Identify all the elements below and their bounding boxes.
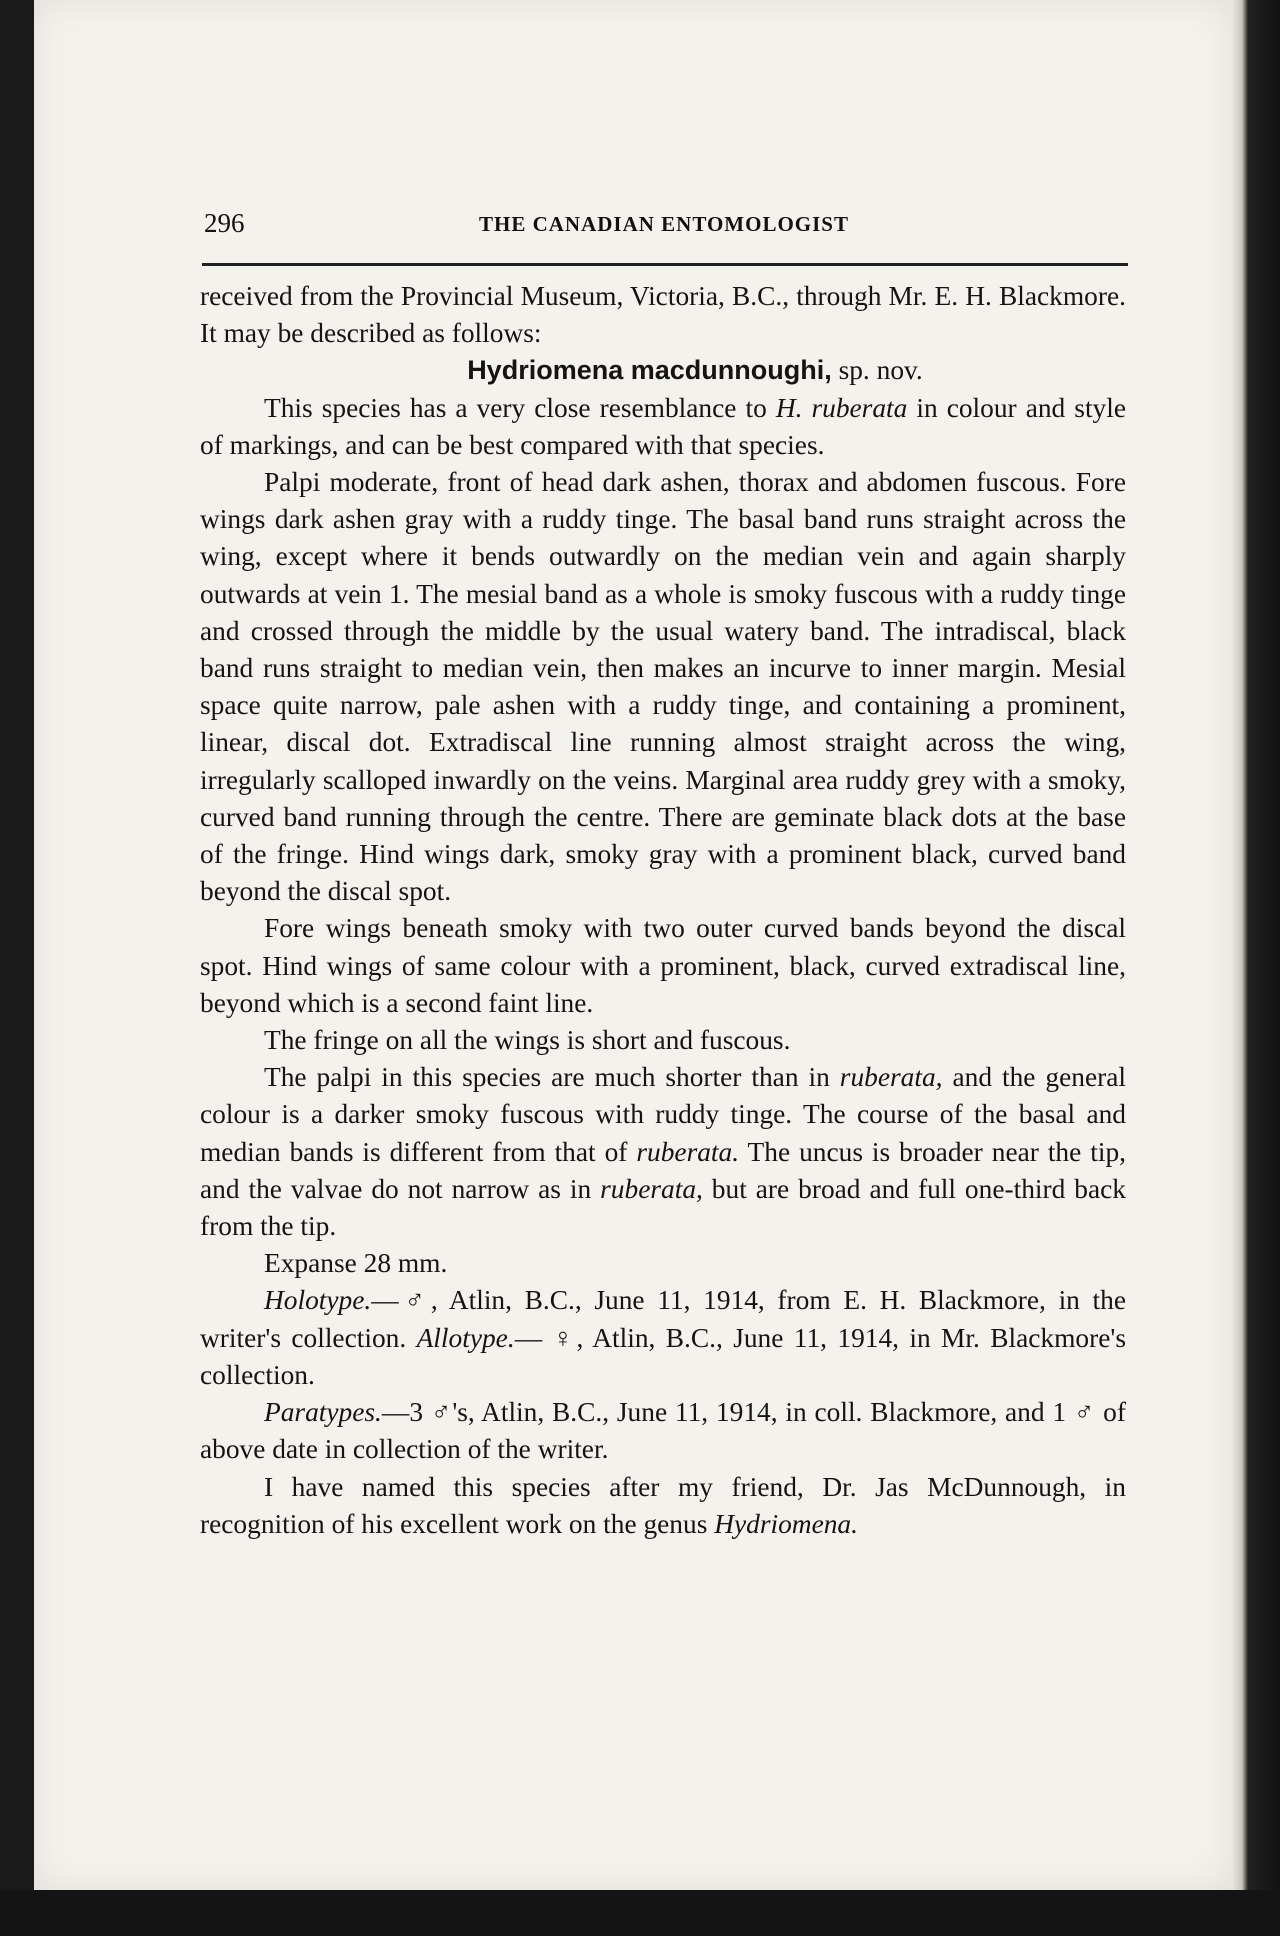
text-run: and the general colour is a darker smoky fuscous with ruddy tinge. The course of the basal and median bands is different from that of [200,1062,1126,1167]
species-name: Hydriomena macdunnoughi, [467,355,832,386]
paragraph-dedication [200,1469,1126,1543]
italic-label: Holotype. [264,1285,372,1316]
article-body [200,278,1126,1543]
text-run: The palpi in this species are much shorter than in [264,1062,840,1093]
italic-taxon: H. ruberata [775,392,908,423]
paragraph-fringe: The fringe on all the wings is short and fuscous. [264,1025,791,1056]
text-run: in colour and style of markings, and can be best compared with that species. [200,392,1127,460]
italic-label: Paratypes. [264,1397,382,1428]
italic-taxon: ruberata. [636,1136,740,1167]
text-run: —3 ♂'s, Atlin, B.C., June 11, 1914, in coll. Blackmore, and 1 ♂ of above date in collection of the writer. [200,1397,1126,1465]
paragraph-expanse: Expanse 28 mm. [264,1248,448,1279]
italic-taxon: ruberata, [600,1173,703,1204]
species-heading [200,352,1126,389]
header-rule [202,263,1128,266]
page-edge [1232,0,1280,1936]
running-head: THE CANADIAN ENTOMOLOGIST [478,212,849,236]
paragraph-intro: received from the Provincial Museum, Victoria, B.C., through Mr. E. H. Blackmore. It may be described as follows: [200,281,1126,349]
text-run: This species has a very close resemblance to [264,392,776,423]
italic-taxon: ruberata, [839,1062,943,1093]
paragraph-underside: Fore wings beneath smoky with two outer curved bands beyond the discal spot. Hind wings of same colour with a prominent, black, curved extradiscal line, beyond which is a second faint line. [200,913,1126,1018]
paragraph-description: Palpi moderate, front of head dark ashen, thorax and abdomen fuscous. Fore wings dark ashen gray with a ruddy tinge. The basal band runs straight across the wing, except where it bends outwardly on the median vein and again sharply outwards at vein 1. The mesial band as a whole is smoky fuscous with a ruddy tinge and crossed through the middle by the usual watery band. The intradiscal, black band runs straight to median vein, then makes an incurve to inner margin. Mesial space quite narrow, pale ashen with a ruddy tinge, and containing a prominent, linear, discal dot. Extradiscal line running almost straight across the wing, irregularly scalloped inwardly on the veins. Marginal area ruddy grey with a smoky, curved band running through the centre. There are geminate black dots at the base of the fringe. Hind wings dark, smoky gray with a prominent black, curved band beyond the discal spot. [200,467,1126,907]
italic-label: Allotype. [416,1322,515,1353]
species-suffix: sp. nov. [838,355,923,386]
scan-border [0,1890,1280,1936]
paragraph-holotype [200,1282,1126,1394]
paragraph-resemblance [200,390,1126,464]
paragraph-comparison [200,1059,1126,1245]
text-run: but are broad and full one-third back from the tip. [200,1173,1126,1242]
italic-taxon: Hydriomena. [714,1508,858,1539]
paragraph-paratypes [200,1394,1126,1468]
text-run: The uncus is broader near the tip, and the valvae do not narrow as in [200,1136,1126,1204]
text-run: —♂, Atlin, B.C., June 11, 1914, from E. H. Blackmore, in the writer's collection. [200,1285,1126,1353]
page-number: 296 [204,208,245,238]
text-run: — ♀, Atlin, B.C., June 11, 1914, in Mr. Blackmore's collection. [200,1322,1126,1390]
text-run: I have named this species after my friend, Dr. Jas McDunnough, in recognition of his excellent work on the genus [200,1471,1126,1539]
page-header [200,208,1128,248]
